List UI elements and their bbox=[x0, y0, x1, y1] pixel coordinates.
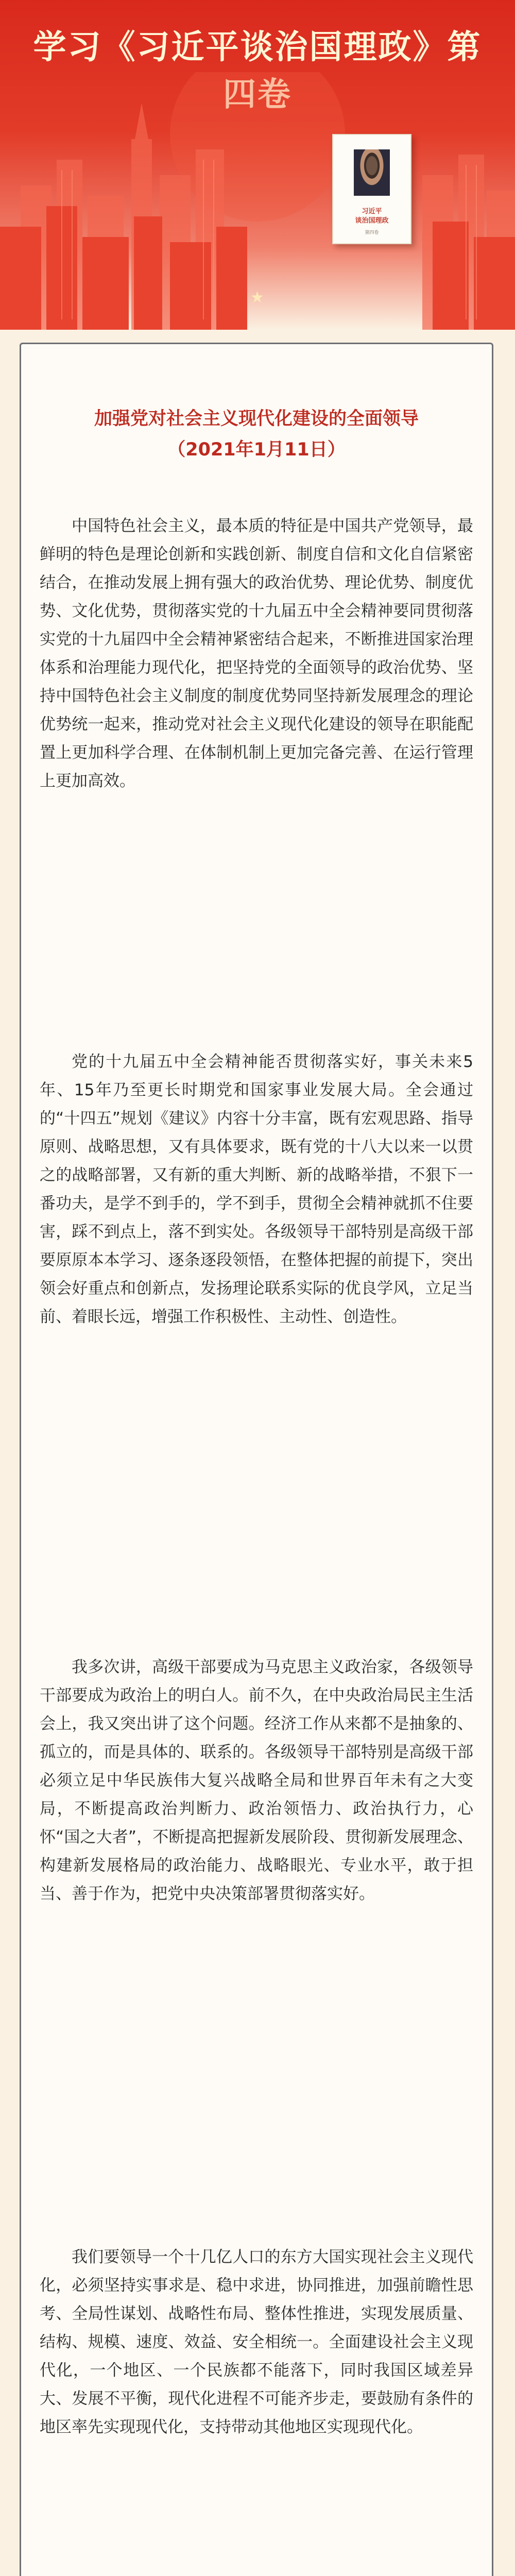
book-cover-title: 习近平 谈治国理政 bbox=[355, 208, 389, 225]
article-paragraph: 我多次讲，高级干部要成为马克思主义政治家，各级领导干部要成为政治上的明白人。前不久，在中央政治局民主生活会上，我又突出讲了这个问题。经济工作从来都不是抽象的、孤立的，而是具体的、联系的。各级领导干部特别是高级干部必须立足中华民族伟大复兴战略全局和世界百年未有之大变局，不断提高政治判断力、政治领悟力、政治执行力，心怀“国之大者”，不断提高把握新发展阶段、贯彻新发展理念、构建新发展格局的政治能力、战略眼光、专业水平，敢于担当、善于作为，把党中央决策部署贯彻落实好。 bbox=[40, 1658, 473, 1903]
header-banner bbox=[0, 0, 515, 330]
article-paragraph: 我们要领导一个十几亿人口的东方大国实现社会主义现代化，必须坚持实事求是、稳中求进，协同推进，加强前瞻性思考、全局性谋划、战略性布局、整体性推进，实现发展质量、结构、规模、速度、效益、安全相统一。全面建设社会主义现代化，一个地区、一个民族都不能落下，同时我国区域差异大、发展不平衡，现代化进程不可能齐步走，要鼓励有条件的地区率先实现现代化，支持带动其他地区实现现代化。 bbox=[40, 2248, 473, 2436]
star-icon: ★ bbox=[250, 289, 264, 307]
book-cover-image bbox=[332, 134, 411, 244]
book-cover-volume: 第四卷 bbox=[365, 230, 379, 235]
portrait-photo bbox=[354, 149, 390, 196]
header-title: 学习《习近平谈治国理政》第四卷 bbox=[33, 28, 482, 114]
article-card bbox=[20, 343, 493, 2576]
article-paragraph: 党的十九届五中全会精神能否贯彻落实好，事关未来5年、15年乃至更长时期党和国家事业发展大局。全会通过的“十四五”规划《建议》内容十分丰富，既有宏观思路、指导原则、战略思想，又有具体要求，既有党的十八大以来一以贯之的战略部署，又有新的重大判断、新的战略举措，不狠下一番功夫，是学不到手的，学不到手，贯彻全会精神就抓不住要害，踩不到点上，落不到实处。各级领导干部特别是高级干部要原原本本学习、逐条逐段领悟，在整体把握的前提下，突出领会好重点和创新点，发扬理论联系实际的优良学风，立足当前、着眼长远，增强工作积极性、主动性、创造性。 bbox=[40, 1053, 473, 1326]
article-paragraph: 中国特色社会主义，最本质的特征是中国共产党领导，最鲜明的特色是理论创新和实践创新、制度自信和文化自信紧密结合，在推动发展上拥有强大的政治优势、理论优势、制度优势、文化优势，贯彻落实党的十九届五中全会精神要同贯彻落实党的十九届四中全会精神紧密结合起来，不断推进国家治理体系和治理能力现代化，把坚持党的全面领导的政治优势、坚持中国特色社会主义制度的制度优势同坚持新发展理念的理论优势统一起来，推动党对社会主义现代化建设的领导在职能配置上更加科学合理、在体制机制上更加完备完善、在运行管理上更加高效。 bbox=[40, 517, 473, 790]
article-title: 加强党对社会主义现代化建设的全面领导 （2021年1月11日） bbox=[94, 409, 419, 460]
